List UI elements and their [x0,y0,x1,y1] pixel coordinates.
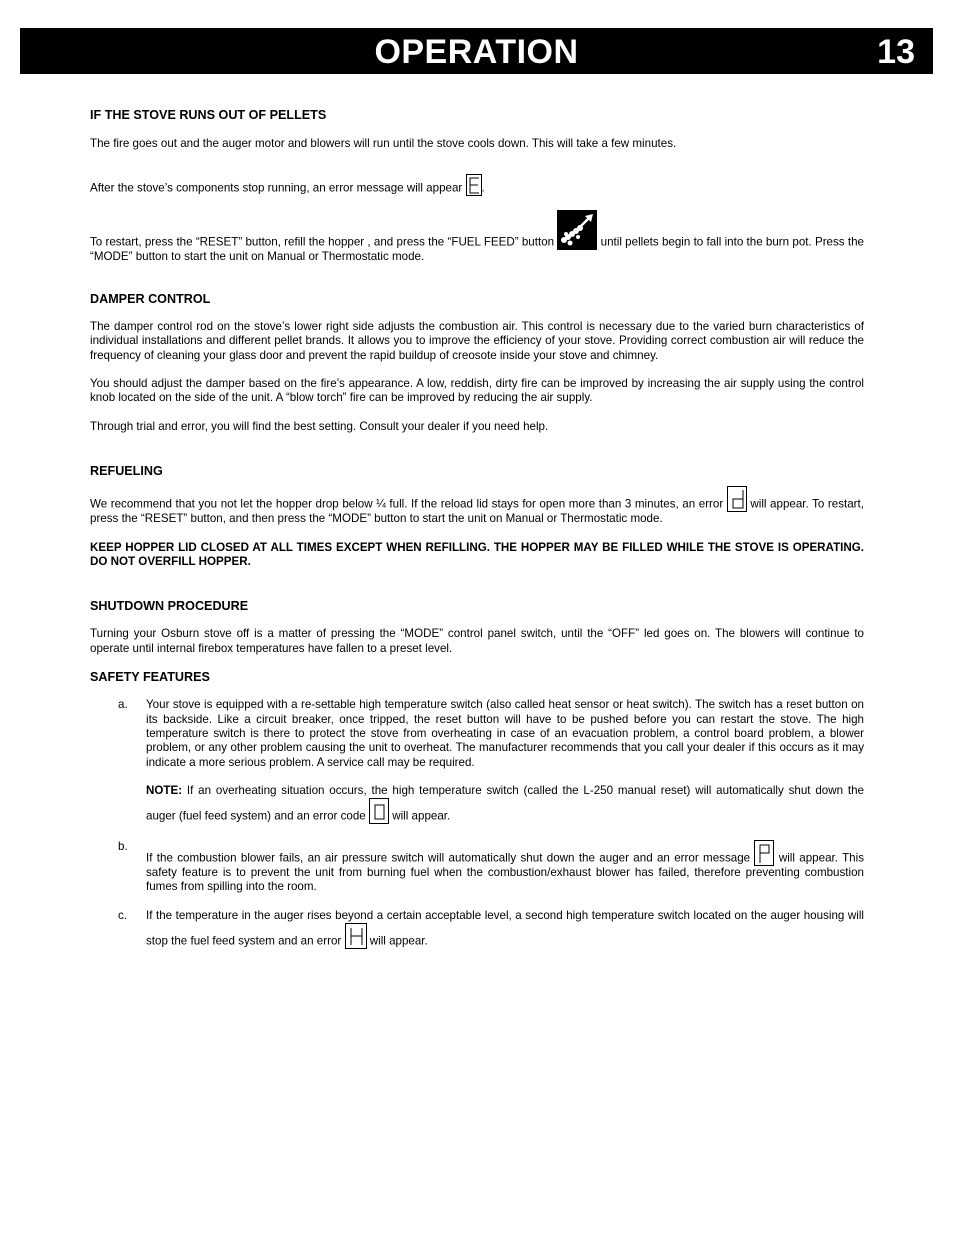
paragraph-text: will appear. [369,934,428,948]
list-item [90,909,864,949]
paragraph-damper-rod: The damper control rod on the stove’s lower right side adjusts the combustion air. This control is necessary due to the varied burn characteristics of individual installations and different pellet brands. It allows you to improve the efficiency of your stove. Providing correct combustion air will reduce the frequency of cleaning your glass door and prevent the rapid buildup of creosote inside your stove and chimney. [90,320,864,362]
auger-arrow-icon [557,210,597,250]
note-label: NOTE: [146,783,183,797]
list-marker: a. [118,698,128,712]
list-item-text: Your stove is equipped with a re-settable high temperature switch (also called heat sensor or heat switch). The switch has a reset button on its backside. Like a circuit breaker, once tripped, the reset button will have to be pushed before you can restart the stove. The high temperature switch is there to protect the stove from overheating in case of an evacuation problem, a control board problem, a blower problem, or any other problem causing the unit to overheat. The manufacturer recommends that you call your dealer if this occurs as it may indicate a more serious problem. A service call may be required. [146,698,864,769]
page-number: 13 [877,33,915,71]
display-e-icon [466,174,482,196]
paragraph-damper-adjust: You should adjust the damper based on the fire’s appearance. A low, reddish, dirty fire can be improved by increasing the air supply using the control knob located on the side of the unit. A “blow torch” fire can be improved by reducing the air supply. [90,377,864,405]
section-heading-out-of-pellets: IF THE STOVE RUNS OUT OF PELLETS [90,108,327,122]
page-header [20,28,933,74]
paragraph-text: After the stove’s components stop running, an error message will appear [90,181,463,195]
paragraph-text: will appear. This safety feature is to prevent the unit from burning fuel when the combustion/exhaust blower has failed, therefore preventing combustion fumes from spilling into the room. [146,851,864,894]
display-o-icon [369,798,389,824]
list-item [90,840,864,895]
warning-hopper-lid: KEEP HOPPER LID CLOSED AT ALL TIMES EXCEPT WHEN REFILLING. THE HOPPER MAY BE FILLED WHILE THE STOVE IS OPERATING. DO NOT OVERFILL HOPPER. [90,540,864,568]
display-p-icon [754,840,774,866]
list-item-text [146,909,864,949]
display-h-icon [345,923,367,949]
page-content [90,108,864,949]
list-marker: c. [118,908,128,922]
paragraph-error-appear [90,174,864,196]
safety-list [90,698,864,949]
paragraph-text: . [481,181,485,195]
section-heading-refueling: REFUELING [90,463,163,478]
section-heading-shutdown: SHUTDOWN PROCEDURE [90,599,249,614]
display-d-icon [727,486,747,512]
section-heading-damper-control: DAMPER CONTROL [90,291,211,306]
paragraph-text: We recommend that you not let the hopper drop below ¼ full. If the reload lid stays for open more than 3 minutes, an error [90,497,724,511]
list-item-text [146,840,864,895]
paragraph-text: If the combustion blower fails, an air pressure switch will automatically shut down the auger and an error message [146,851,751,865]
page-title: OPERATION [374,33,579,71]
paragraph-text: until pellets begin to fall into the burn pot. Press the “MODE” button to start the unit on Manual or Thermostatic mode. [90,235,864,263]
paragraph-restart [90,210,864,264]
paragraph-shutdown: Turning your Osburn stove off is a matter of pressing the “MODE” control panel switch, until the “OFF” led goes on. The blowers will continue to operate until internal firebox temperatures have fallen to a preset level. [90,627,864,655]
list-marker: b. [118,840,128,854]
paragraph-trial-error: Through trial and error, you will find the best setting. Consult your dealer if you need help. [90,419,549,433]
paragraph-fire-goes-out: The fire goes out and the auger motor and blowers will run until the stove cools down. This will take a few minutes. [90,137,677,151]
list-item [90,698,864,824]
paragraph-text: will appear. To restart, press the “RESET” button, and then press the “MODE” button to start the unit on Manual or Thermostatic mode. [90,497,864,526]
note-paragraph [146,784,864,824]
section-heading-safety: SAFETY FEATURES [90,670,210,685]
paragraph-text: If an overheating situation occurs, the high temperature switch (called the L-250 manual reset) will automatically shut down the auger (fuel feed system) and an error code [146,783,864,823]
paragraph-text: To restart, press the “RESET” button, refill the hopper , and press the “FUEL FEED” button [90,235,555,249]
paragraph-refueling [90,486,864,526]
paragraph-text: will appear. [392,809,451,823]
paragraph-text: If the temperature in the auger rises beyond a certain acceptable level, a second high temperature switch located on the auger housing will stop the fuel feed system and an error [146,908,864,948]
